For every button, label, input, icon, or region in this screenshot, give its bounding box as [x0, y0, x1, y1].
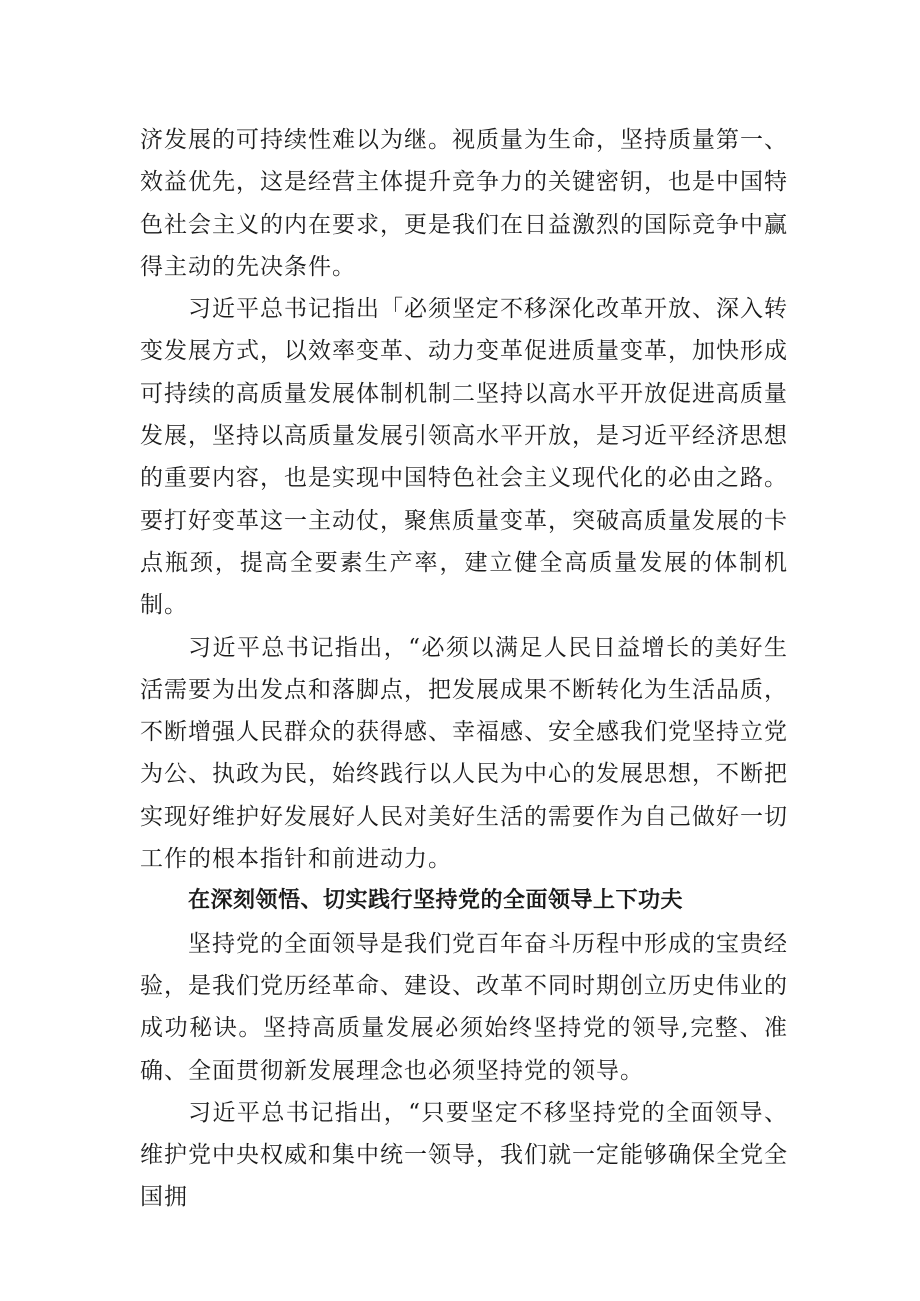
paragraph-central-authority: 习近平总书记指出，“只要坚定不移坚持党的全面领导、维护党中央权威和集中统一领导，我们就一定能够确保全党全国拥	[140, 1099, 788, 1211]
paragraph-people-centered: 习近平总书记指出，“必须以满足人民日益增长的美好生活需要为出发点和落脚点，把发展成果不断转化为生活品质，不断增强人民群众的获得感、幸福感、安全感我们党坚持立党为公、执政为民，始终践行以人民为中心的发展思想，不断把实现好维护好发展好人民对美好生活的需要作为自己做好一切工作的根本指针和前进动力。	[140, 634, 788, 873]
section-heading: 在深刻领悟、切实践行坚持党的全面领导上下功夫	[188, 888, 684, 914]
document-body	[140, 119, 788, 1219]
paragraph-reform-opening: 习近平总书记指出「必须坚定不移深化改革开放、深入转变发展方式，以效率变革、动力变革促进质量变革，加快形成可持续的高质量发展体制机制二坚持以高水平开放促进高质量发展，坚持以高质量发展引领高水平开放，是习近平经济思想的重要内容，也是实现中国特色社会主义现代化的必由之路。要打好变革这一主动仗，聚焦质量变革，突破高质量发展的卡点瓶颈，提高全要素生产率，建立健全高质量发展的体制机制。	[140, 296, 788, 619]
paragraph-continued: 济发展的可持续性难以为继。视质量为生命，坚持质量第一、效益优先，这是经营主体提升竞争力的关键密钥，也是中国特色社会主义的内在要求，更是我们在日益激烈的国际竞争中赢得主动的先决条件。	[140, 127, 788, 280]
paragraph-party-leadership: 坚持党的全面领导是我们党百年奋斗历程中形成的宝贵经验，是我们党历经革命、建设、改革不同时期创立历史伟业的成功秘诀。坚持高质量发展必须始终坚持党的领导,完整、准确、全面贯彻新发展理念也必须坚持党的领导。	[140, 930, 788, 1084]
